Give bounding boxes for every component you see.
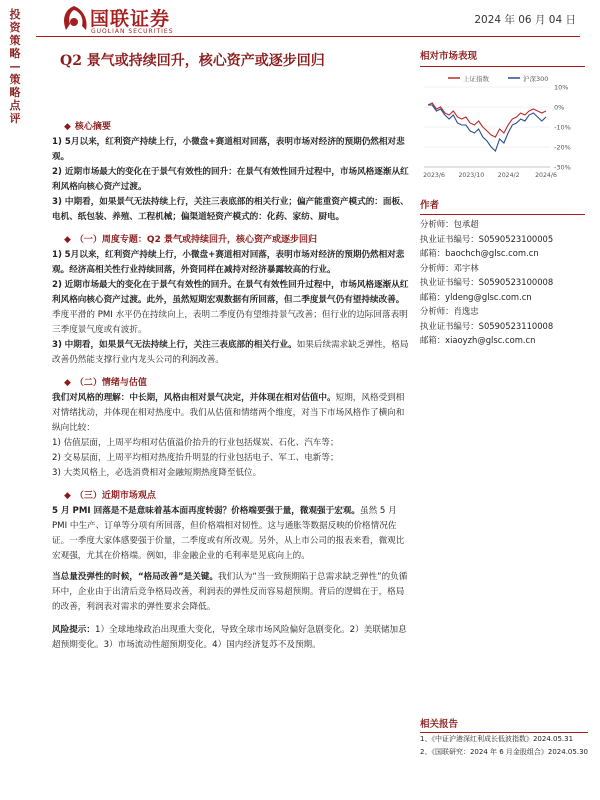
side-label: 投资策略—策略点评 xyxy=(9,8,21,125)
y-tick-label: -30% xyxy=(554,163,571,171)
section-market-heading: ◆ （三）近期市场观点 xyxy=(64,491,156,501)
report-date: 2024 年 06 月 04 日 xyxy=(474,14,576,26)
author-email[interactable]: 邮箱：xiaoyzh@glsc.com.cn xyxy=(420,335,536,345)
weekly-item: 2) 近期市场最大的变化在于景气有效性的回升。在景气有效性回升过程中，市场风格逐渐从红利风格向核心资产过渡。此外，虽然短期宏观数据有所回落，但二季度景气仍有望持续改善。季度平滑的 PMI 水平仍在持续向上，表明二季度仍有望维持景气改善；但行业的边际回落表明三季度景气度或有波折。 xyxy=(52,280,409,335)
summary-item: 3) 中期看，如果景气无法持续上行，关注三表底部的相关行业；偏产能重资产模式的：面板、电机、纸包装、养殖、工程机械；偏渠道轻资产模式的：化药、家纺、厨电。 xyxy=(52,197,409,222)
series-line xyxy=(428,103,546,137)
section-sentiment xyxy=(52,376,410,481)
header-divider xyxy=(36,36,580,37)
x-tick-label: 2024/2 xyxy=(497,171,520,179)
page-title: Q2 景气或持续回升，核心资产或逐步回归 xyxy=(60,53,325,69)
related-report-link[interactable]: 1、《中证沪港深红利成长低波指数》2024.05.31 xyxy=(420,735,574,743)
sentiment-item: 3) 大类风格上，必选消费相对金融短期热度降至低位。 xyxy=(52,468,262,478)
sentiment-item: 1) 估值层面，上周平均相对估值溢价抬升的行业包括煤炭、石化、汽车等； xyxy=(52,438,339,448)
sentiment-item: 2) 交易层面，上周平均相对热度抬升明显的行业包括电子、军工、电新等； xyxy=(52,453,339,463)
section-weekly xyxy=(52,233,410,368)
relative-performance-chart xyxy=(420,71,585,191)
market-paragraph-1: 5 月 PMI 回落是不是意味着基本面再度转弱？价格端要强于量，微观强于宏观。虽然 5 月 PMI 中生产、订单等分项有所回落，但价格端相对韧性。这与通胀等数据反映的价格情况佐证。一季度大家体感要强于价量，二季度或有所改观。另外，从上市公司的报表来看，微观比宏观强，尤其在价格端。例如，非金融企业的毛利率是见底向上的。 xyxy=(52,506,405,561)
author-name: 分析师：肖逸忠 xyxy=(420,306,479,316)
author-name: 分析师：包承超 xyxy=(420,219,479,229)
summary-item: 2) 近期市场最大的变化在于景气有效性的回升：在景气有效性回升过程中，市场风格逐渐从红利风格向核心资产过渡。 xyxy=(52,167,409,192)
risk-warning: 风险提示：1）全球地缘政治出现重大变化，导致全球市场风险偏好急剧变化。2）美联储加息超预期变化。3）市场流动性超预期变化。4）国内经济复苏不及预期。 xyxy=(52,625,407,650)
legend-label: 沪深300 xyxy=(523,74,549,83)
author-cert: 执业证书编号：S0590523100005 xyxy=(420,233,554,244)
summary-heading: ◆ 核心摘要 xyxy=(64,122,111,132)
side-strip xyxy=(0,0,26,800)
related-title: 相关报告 xyxy=(420,718,588,733)
x-tick-label: 2023/10 xyxy=(458,171,485,179)
related-report-link[interactable]: 2、《国联研究：2024 年 6 月金股组合》2024.05.30 xyxy=(420,748,588,756)
section-sentiment-heading: ◆ （二）情绪与估值 xyxy=(64,378,147,388)
company-logo xyxy=(60,4,230,38)
section-weekly-heading: ◆ （一）周度专题：Q2 景气或持续回升，核心资产或逐步回归 xyxy=(64,235,317,245)
summary-list xyxy=(52,135,410,225)
logo-text-en: GUOLIAN SECURITIES xyxy=(91,28,174,35)
triangle-bullet-icon: ◆ xyxy=(64,122,71,132)
author-email[interactable]: 邮箱：yldeng@glsc.com.cn xyxy=(420,291,532,302)
author-cert: 执业证书编号：S0590523100008 xyxy=(420,277,554,287)
author-block xyxy=(420,261,585,305)
logo-mark-icon xyxy=(60,4,88,36)
author-cert: 执业证书编号：S0590523110008 xyxy=(420,320,554,331)
main-column xyxy=(52,120,410,653)
sentiment-lead: 我们对风格的理解：中长期，风格由相对景气决定，并体现在相对估值中。短期，风格受到相对情绪扰动，并体现在相对热度中。我们从估值和情绪两个维度，对当下市场风格作了横向和纵向比较： xyxy=(52,393,405,433)
triangle-bullet-icon: ◆ xyxy=(64,235,71,245)
y-tick-label: -10% xyxy=(554,123,571,131)
author-block xyxy=(420,304,585,348)
authors-title: 作者 xyxy=(420,199,585,216)
performance-chart-svg xyxy=(420,71,585,191)
market-paragraph-2: 当总量没弹性的时候，“格局改善”是关键。我们认为“当一致预期陷于总需求缺乏弹性”的负循环中，企业由于出清后竞争格局改善，利润表的弹性反而容易超预期。背后的逻辑在于，格局的改善，利润表对需求的弹性要求会降低。 xyxy=(52,572,408,612)
weekly-item: 1) 5月以来，红利资产持续上行，小微盘+赛道相对回落，表明市场对经济的预期仍然相对悲观。经济高相关性行业持续回落，外资同样在减持对经济暴露较高的行业。 xyxy=(52,250,405,275)
section-market-view xyxy=(52,489,410,615)
x-tick-label: 2024/6 xyxy=(535,171,557,179)
author-name: 分析师：邓宇林 xyxy=(420,262,479,273)
y-tick-label: 10% xyxy=(554,83,569,91)
triangle-bullet-icon: ◆ xyxy=(64,491,71,501)
author-email[interactable]: 邮箱：baochch@glsc.com.cn xyxy=(420,248,539,258)
triangle-bullet-icon: ◆ xyxy=(64,378,71,388)
summary-item: 1) 5月以来，红利资产持续上行，小微盘+赛道相对回落，表明市场对经济的预期仍然相对悲观。 xyxy=(52,137,405,162)
summary-section xyxy=(52,120,410,225)
y-tick-label: -20% xyxy=(554,143,571,151)
chart-title: 相对市场表现 xyxy=(420,50,585,67)
weekly-item: 3) 中期看，如果景气无法持续上行，关注三表底部的相关行业。如果后续需求缺乏弹性，格局改善仍然能支撑行业内龙头公司的利润改善。 xyxy=(52,340,409,365)
logo-text-cn: 国联证券 xyxy=(90,8,171,30)
y-tick-label: 0% xyxy=(554,103,565,111)
author-block xyxy=(420,217,585,261)
sidebar xyxy=(420,50,585,348)
related-reports xyxy=(420,718,588,759)
x-tick-label: 2023/6 xyxy=(423,171,445,179)
legend-label: 上证指数 xyxy=(463,74,489,83)
